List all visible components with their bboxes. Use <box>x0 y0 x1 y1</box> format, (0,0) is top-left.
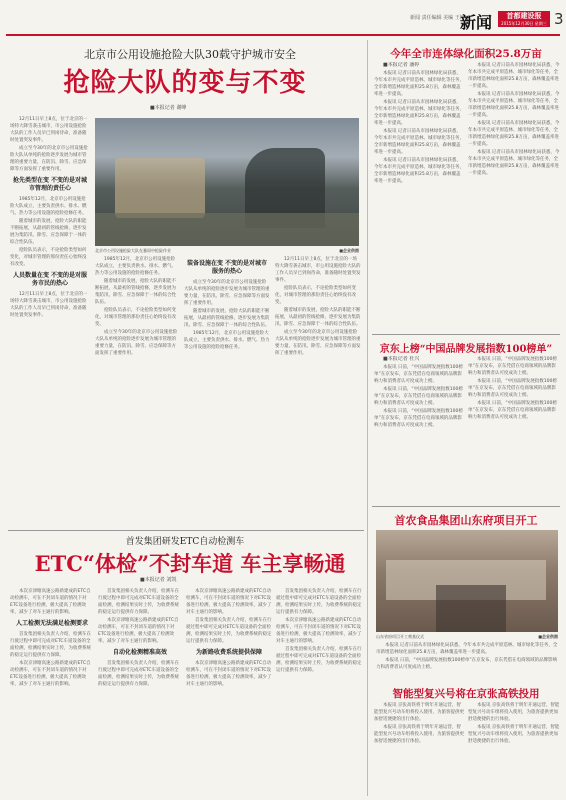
right-story-1-text: 本报讯 记者日前从市园林绿化局获悉，今年本市共完成平原造林、城市绿化等任务，全市新增造林绿化面积25.8万亩，森林覆盖率进一步提高。 <box>468 121 560 147</box>
bottom-text: 首发集团相关负责人介绍，检测车在行驶过程中即可完成对ETC车道设备的全面检测，检测结果实时上传，为收费系统的稳定运行提供有力保障。 <box>276 647 362 673</box>
right-story-4-text: 本报讯 京张高铁将于明年开通运营，智能型复兴号动车组将投入使用，为旅客提供更加舒适便捷的出行体验。 <box>468 725 560 744</box>
right-story-2-text: 本报讯 日前，“中国品牌发展指数100榜单”在京发布，京东凭借在电商领域的品牌影响力和消费者认可度成功上榜。 <box>374 365 463 384</box>
bottom-column-3 <box>186 588 272 796</box>
lead-column-4 <box>275 256 361 528</box>
column-divider <box>367 40 368 796</box>
right-story-4-col-1 <box>374 702 464 796</box>
lead-paragraph: 12月11日早上8点，位于北京的一场特大降雪袭击城市，市公用设施抢险大队的工作人员早已到岗待命，准备随时处置突发事件。 <box>10 117 88 143</box>
lead-paragraph: 成立至今30年的北京市公用设施抢险大队从单纯的抢险逐步发展为城市管理的重要力量，在防汛、除雪、应急保障等方面发挥了重要作用。 <box>95 330 178 356</box>
lead-subhead-3: 人员数量在变 不变的是对服务市民的热心 <box>12 272 88 287</box>
right-story-4-text: 本报讯 京张高铁将于明年开通运营，智能型复兴号动车组将投入使用，为旅客提供更加舒适便捷的出行体验。 <box>468 703 560 722</box>
right-story-2-text: 本报讯 日前，“中国品牌发展指数100榜单”在京发布，京东凭借在电商领域的品牌影响力和消费者认可度成功上榜。 <box>468 379 557 398</box>
right-story-1-text: 本报讯 记者日前从市园林绿化局获悉，今年本市共完成平原造林、城市绿化等任务，全市新增造林绿化面积25.8万亩，森林覆盖率进一步提高。 <box>374 71 464 97</box>
right-story-3-text: 本报讯 记者日前从市园林绿化局获悉，今年本市共完成平原造林、城市绿化等任务，全市新增造林绿化面积25.8万亩，森林覆盖率进一步提高。 <box>376 643 558 655</box>
right-story-1-headline[interactable]: 今年全市连体绿化面积25.8万亩 <box>390 48 542 60</box>
bottom-headline[interactable]: ETC“体检”不封车道 车主享畅通 <box>34 551 346 576</box>
right-story-3-text-block <box>376 642 558 682</box>
bottom-subhead-1: 人工检测无法满足检测要求 <box>15 620 88 627</box>
bottom-subhead-2: 自动化检测精准高效 <box>112 649 167 656</box>
lead-subhead-1: 抢先类型在变 不变的是对城市管理的责任心 <box>12 177 88 192</box>
lead-paragraph: 随着城市的发展，抢险大队的职能不断拓展，从最初的管线抢修，逐步发展为集防汛、除雪、应急保障于一体的综合性队伍。 <box>10 219 87 245</box>
section-divider <box>8 530 364 531</box>
lead-paragraph: 1985年12月，北京市公用设施抢险大队成立，主要负责供水、排水、燃气、热力等公用设施的抢险抢修任务。 <box>184 331 270 350</box>
right-story-3-headline[interactable]: 首农食品集团山东府项目开工 <box>394 514 538 527</box>
lead-column-1 <box>10 116 90 528</box>
masthead <box>6 4 564 36</box>
newspaper-name-badge <box>498 11 550 27</box>
lead-paragraph: 随着城市的发展，抢险大队的职能不断拓展，从最初的管线抢修，逐步发展为集防汛、除雪、应急保障于一体的综合性队伍。 <box>95 279 176 305</box>
bottom-text: 首发集团相关负责人介绍，检测车在行驶过程中即可完成对ETC车道设备的全面检测，检测结果实时上传，为收费系统的稳定运行提供有力保障。 <box>98 589 179 615</box>
right-story-4-text: 本报讯 京张高铁将于明年开通运营，智能型复兴号动车组将投入使用，为旅客提供更加舒适便捷的出行体验。 <box>374 725 464 744</box>
lead-paragraph: 成立至今30年的北京市公用设施抢险大队从单纯的抢险逐步发展为城市管理的重要力量，在防汛、除雪、应急保障等方面发挥了重要作用。 <box>184 280 270 306</box>
lead-headline[interactable]: 抢险大队的变与不变 <box>63 68 307 98</box>
lead-photo-caption <box>95 248 359 254</box>
bottom-text: 本次京津塘高速公路新建成的ETC自动检测车，可在不封闭车道的情况下对ETC设备进行检测，极大提高了检测效率，减少了对车主通行的影响。 <box>98 618 179 644</box>
lead-paragraph: 12月11日早上8点，位于北京的一场特大降雪袭击城市，市公用设施抢险大队的工作人员早已到岗待命，准备随时处置突发事件。 <box>10 292 88 318</box>
lead-paragraph: 随着城市的发展，抢险大队的职能不断拓展，从最初的管线抢修，逐步发展为集防汛、除雪、应急保障于一体的综合性队伍。 <box>184 309 270 328</box>
bottom-subhead-3: 为新路收费系统提供保障 <box>195 649 262 656</box>
right-photo-caption-text: 山东省府项目开工奠基仪式 <box>376 634 424 639</box>
right-story-1-col-2 <box>468 62 560 332</box>
right-story-2-col-1 <box>374 356 464 504</box>
bottom-text: 本次京津塘高速公路新建成的ETC自动检测车，可在不封闭车道的情况下对ETC设备进行检测，极大提高了检测效率，减少了对车主通行的影响。 <box>186 661 272 687</box>
lead-paragraph: 1985年12月，北京市公用设施抢险大队成立，主要负责供水、排水、燃气、热力等公用设施的抢险抢修任务。 <box>10 197 87 216</box>
bottom-text: 本次京津塘高速公路新建成的ETC自动检测车，可在不封闭车道的情况下对ETC设备进行检测，极大提高了检测效率，减少了对车主通行的影响。 <box>276 618 362 644</box>
bottom-kicker: 首发集团研发ETC自动检测车 <box>125 537 245 547</box>
right-story-1-col-1 <box>374 62 464 332</box>
issue-date: 2015年12月30日 星期三 <box>501 21 547 26</box>
right-divider <box>372 506 560 507</box>
photo-credit: ■企业供图 <box>339 248 359 253</box>
bottom-text: 本次京津塘高速公路新建成的ETC自动检测车，可在不封闭车道的情况下对ETC设备进行检测，极大提高了检测效率，减少了对车主通行的影响。 <box>10 589 91 615</box>
bottom-text: 首发集团相关负责人介绍，检测车在行驶过程中即可完成对ETC车道设备的全面检测，检测结果实时上传，为收费系统的稳定运行提供有力保障。 <box>276 589 362 615</box>
lead-kicker: 北京市公用设施抢险大队30载守护城市安全 <box>84 48 296 61</box>
right-photo-caption <box>376 634 558 640</box>
right-story-4-col-2 <box>468 702 560 796</box>
right-story-2-text: 本报讯 日前，“中国品牌发展指数100榜单”在京发布，京东凭借在电商领域的品牌影响力和消费者认可度成功上榜。 <box>374 409 463 428</box>
lead-paragraph: 成立至今30年的北京市公用设施抢险大队从单纯的抢险逐步发展为城市管理的重要力量，在防汛、除雪、应急保障等方面发挥了重要作用。 <box>10 146 88 172</box>
right-story-1-text: 本报讯 记者日前从市园林绿化局获悉，今年本市共完成平原造林、城市绿化等任务，全市新增造林绿化面积25.8万亩，森林覆盖率进一步提高。 <box>468 63 560 89</box>
right-story-1-text: 本报讯 记者日前从市园林绿化局获悉，今年本市共完成平原造林、城市绿化等任务，全市新增造林绿化面积25.8万亩，森林覆盖率进一步提高。 <box>468 150 560 176</box>
right-story-1-text: 本报讯 记者日前从市园林绿化局获悉，今年本市共完成平原造林、城市绿化等任务，全市新增造林绿化面积25.8万亩，森林覆盖率进一步提高。 <box>468 92 560 118</box>
right-story-4-headline[interactable]: 智能型复兴号将在京张高铁投用 <box>392 688 540 700</box>
right-story-3-text: 本报讯 日前，“中国品牌发展指数100榜单”在京发布，京东凭借在电商领域的品牌影响力和消费者认可度成功上榜。 <box>376 658 558 670</box>
bottom-column-4 <box>276 588 362 796</box>
lead-paragraph: 12月11日早上8点，位于北京的一场特大降雪袭击城市，市公用设施抢险大队的工作人员早已到岗待命，准备随时处置突发事件。 <box>275 257 361 283</box>
bottom-text: 首发集团相关负责人介绍，检测车在行驶过程中即可完成对ETC车道设备的全面检测，检测结果实时上传，为收费系统的稳定运行提供有力保障。 <box>98 661 179 687</box>
lead-byline: ■本报记者 谢峰 <box>150 105 187 111</box>
lead-photo <box>95 118 359 246</box>
lead-subhead-2: 装备设施在变 不变的是对城市服务的热心 <box>186 260 268 275</box>
right-story-2-text: 本报讯 日前，“中国品牌发展指数100榜单”在京发布，京东凭借在电商领域的品牌影响力和消费者认可度成功上榜。 <box>468 357 557 376</box>
lead-paragraph: 1985年12月，北京市公用设施抢险大队成立，主要负责供水、排水、燃气、热力等公用设施的抢险抢修任务。 <box>95 257 176 276</box>
section-title: 新闻 <box>460 13 493 32</box>
lead-column-3 <box>184 256 270 528</box>
newspaper-name: 首都建设报 <box>506 12 542 20</box>
right-story-2-text: 本报讯 日前，“中国品牌发展指数100榜单”在京发布，京东凭借在电商领域的品牌影响力和消费者认可度成功上榜。 <box>374 387 463 406</box>
bottom-text: 首发集团相关负责人介绍，检测车在行驶过程中即可完成对ETC车道设备的全面检测，检测结果实时上传，为收费系统的稳定运行提供有力保障。 <box>186 618 272 644</box>
right-story-1-text: 本报讯 记者日前从市园林绿化局获悉，今年本市共完成平原造林、城市绿化等任务，全市新增造林绿化面积25.8万亩，森林覆盖率进一步提高。 <box>374 100 464 126</box>
bottom-byline: ■本报记者 刘凯 <box>140 577 177 583</box>
right-story-1-byline: ■本报记者 潘婷 <box>383 62 420 68</box>
lead-paragraph: 抢险队员表示，不论抢险类型如何变化，对城市管理的那份责任心始终没有改变。 <box>275 286 356 305</box>
right-photo-credit: ■企业供图 <box>538 634 558 639</box>
bottom-text: 本次京津塘高速公路新建成的ETC自动检测车，可在不封闭车道的情况下对ETC设备进行检测，极大提高了检测效率，减少了对车主通行的影响。 <box>186 589 272 615</box>
bottom-text: 本次京津塘高速公路新建成的ETC自动检测车，可在不封闭车道的情况下对ETC设备进行检测，极大提高了检测效率，减少了对车主通行的影响。 <box>10 661 91 687</box>
right-story-2-col-2 <box>468 356 560 504</box>
right-divider <box>372 334 560 335</box>
right-story-1-text: 本报讯 记者日前从市园林绿化局获悉，今年本市共完成平原造林、城市绿化等任务，全市新增造林绿化面积25.8万亩，森林覆盖率进一步提高。 <box>374 158 464 184</box>
right-story-3-photo <box>376 530 558 632</box>
lead-paragraph: 抢险队员表示，不论抢险类型如何变化，对城市管理的那份责任心始终没有改变。 <box>95 308 176 327</box>
photo-caption-text: 北京市公用设施抢险大队在暴雨中抢险作业 <box>95 248 171 253</box>
right-story-2-byline: ■本报记者 杜兴 <box>383 356 420 362</box>
lead-paragraph: 抢险队员表示，不论抢险类型如何变化，对城市管理的那份责任心始终没有改变。 <box>10 248 87 267</box>
lead-paragraph: 成立至今30年的北京市公用设施抢险大队从单纯的抢险逐步发展为城市管理的重要力量，在防汛、除雪、应急保障等方面发挥了重要作用。 <box>275 330 361 356</box>
lead-paragraph: 随着城市的发展，抢险大队的职能不断拓展，从最初的管线抢修，逐步发展为集防汛、除雪、应急保障于一体的综合性队伍。 <box>275 308 361 327</box>
page-number: 3 <box>554 10 564 28</box>
bottom-text: 首发集团相关负责人介绍，检测车在行驶过程中即可完成对ETC车道设备的全面检测，检测结果实时上传，为收费系统的稳定运行提供有力保障。 <box>10 632 91 658</box>
bottom-column-2 <box>98 588 182 796</box>
header-editor-line: 新闻 责任编辑 美编 王艳 <box>410 15 465 21</box>
right-story-4-text: 本报讯 京张高铁将于明年开通运营，智能型复兴号动车组将投入使用，为旅客提供更加舒适便捷的出行体验。 <box>374 703 464 722</box>
bottom-column-1 <box>10 588 94 796</box>
right-story-1-text: 本报讯 记者日前从市园林绿化局获悉，今年本市共完成平原造林、城市绿化等任务，全市新增造林绿化面积25.8万亩，森林覆盖率进一步提高。 <box>374 129 464 155</box>
right-story-2-text: 本报讯 日前，“中国品牌发展指数100榜单”在京发布，京东凭借在电商领域的品牌影响力和消费者认可度成功上榜。 <box>468 401 557 420</box>
lead-column-2 <box>95 256 179 528</box>
right-story-2-headline[interactable]: 京东上榜“中国品牌发展指数100榜单” <box>379 344 553 355</box>
